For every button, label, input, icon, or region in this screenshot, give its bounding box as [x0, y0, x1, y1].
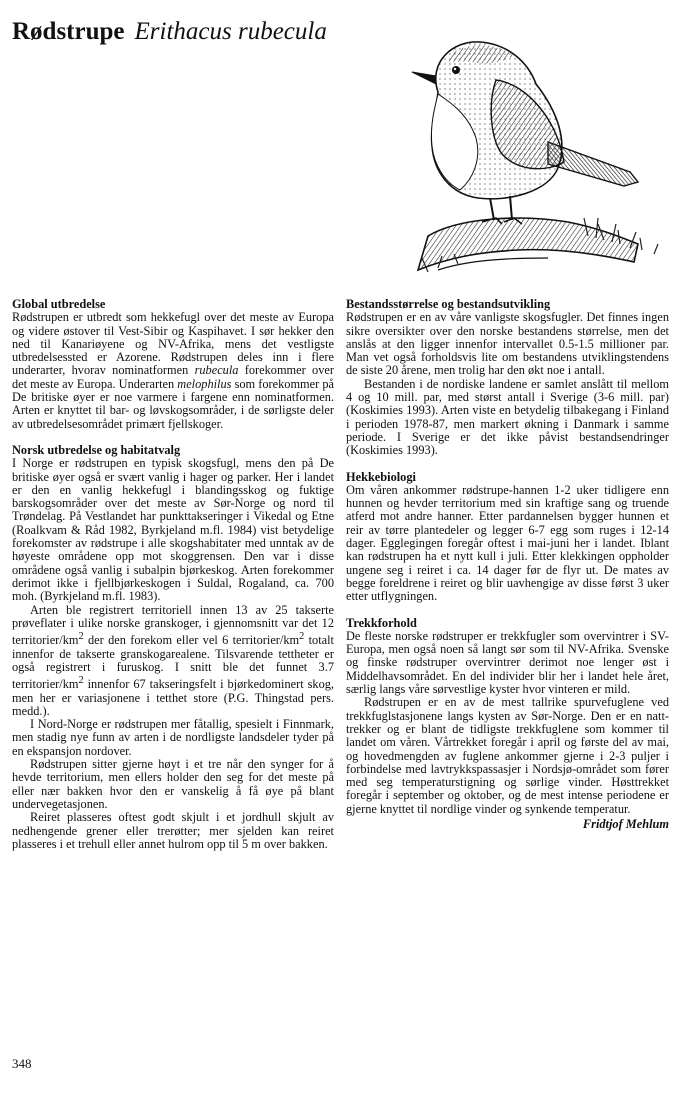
section-heading-hekke: Hekkebiologi — [346, 469, 416, 484]
left-column — [12, 298, 334, 851]
paragraph-norsk-5: Reiret plasseres oftest godt skjult i et jordhull skjult av nedhengende grener eller trerøtter; mer sjelden kan reiret plasseres i et trehull eller annet hulrom opp til 5 m over bakken. — [12, 810, 334, 851]
species-common-name: Rødstrupe — [12, 18, 125, 45]
paragraph-global: Rødstrupen er utbredt som hekkefugl over det meste av Europa og videre østover til Vest-Sibir og Kaspihavet. I sør hekker den ned til Kanariøyene og NV-Afrika, mens det vestligste utbredelsessted er Azorene. Rødstrupen deles inn i flere underarter, hvorav nominatformen rubecula forekommer over det meste av Europa. Underarten melophilus som forekommer på De britiske øyer er noe varmere i fargene enn nominatformen. Arten er knyttet til bar- og løvskogsområder, i de sørligste deler av utbredelsesområdet primært fjellskoger. — [12, 310, 335, 431]
paragraph-norsk-3: I Nord-Norge er rødstrupen mer fåtallig, spesielt i Finnmark, men stadig nye funn av arten i de nordligste landsdeler tyder på en ekspansjon nordover. — [12, 717, 334, 758]
right-column — [346, 298, 669, 831]
paragraph-bestand-1: Rødstrupen er en av våre vanligste skogsfugler. Det finnes ingen sikre oversikter over den norske bestandens størrelse, men det anslås at den ligger innenfor intervallet 0.5-1.5 millioner par. Man vet også forholdsvis lite om bestandens utviklingstendens de siste 20 årene, men trolig har den økt noe i antall. — [346, 310, 669, 378]
page-number: 348 — [12, 1056, 32, 1071]
page-title — [12, 16, 327, 48]
paragraph-bestand-2: Bestanden i de nordiske landene er samlet anslått til mellom 4 og 10 mill. par, med størst antall i Sverige (3-6 mill. par) (Koskimies 1993). Arten viste en betydelig tilbakegang i Finland i perioden 1978-87, men markert økning i Danmark i samme periode. I Sverige er det ikke påvist bestandsendringer (Koskimies 1993). — [346, 376, 669, 458]
section-heading-norsk: Norsk utbredelse og habitatvalg — [12, 442, 181, 457]
section-heading-global: Global utbredelse — [12, 297, 106, 311]
paragraph-trekk-1: De fleste norske rødstruper er trekkfugler som overvintrer i SV-Europa, men også noen så langt sør som til NV-Afrika. Svenske og finske rødstruper overvintrer derimot noe lenger øst i Middelhavsområdet. En del individer blir her i landet hele året, særlig langs våre sørvestlige kyster hvor vinteren er mild. — [346, 628, 669, 697]
species-latin-name: Erithacus rubecula — [134, 18, 327, 45]
section-heading-bestand: Bestandsstørrelse og bestandsutvikling — [346, 297, 551, 311]
paragraph-norsk-4: Rødstrupen sitter gjerne høyt i et tre når den synger for å hevde territorium, men ellers holder den seg for det meste på eller nær bakken hvor den er vanskelig å få øye på blant undervegetasjonen. — [12, 757, 334, 811]
robin-bird-illustration — [398, 22, 680, 284]
paragraph-norsk-2: Arten ble registrert territoriell innen 13 av 25 takserte prøveflater i ulike norske granskoger, i gjennomsnitt var det 12 territorier/$km^2$ der den forekom eller vel 6 territorier/$km^2$ totalt innenfor de takserte granskogarealene. Tilsvarende tettheter er også registrert i furuskog. I snitt ble det funnet 3.7 territorier/$km^2$ innenfor 67 takseringsfelt i bjørkedominert skog, men her er variasjonene i tetthet store (P.G. Thingstad pers. medd.). — [12, 602, 334, 718]
paragraph-hekke-1: Om våren ankommer rødstrupe-hannen 1-2 uker tidligere enn hunnen og hevder territorium med sin kraftige sang og truende atferd mot andre hanner. Etter pardannelsen bygger hunnen et reir av tørre plantedeler og legger 6-7 egg som ruges i 12-14 dager. Egglegingen foregår oftest i mai-juni her i landet. Iblant kan rødstrupen ha et nytt kull i juli. Etter klekkingen oppholder ungene seg i reiret i ca. 14 dager før de flyr ut. De mates av begge foreldrene i reiret og blir uavhengige av disse først 3 uker etter utflygningen. — [346, 482, 669, 604]
paragraph-trekk-2: Rødstrupen er en av de mest tallrike spurvefuglene ved trekkfuglstasjonene langs kysten av Sør-Norge. Den er en natt-trekker og er blant de tidligste trekkfuglene som kommer til landet om våren. Vårtrekket foregår i april og første del av mai, og hovedmengden av fuglene ankommer gjerne i 2-3 puljer i forbindelse med lavtrykkspassasjer i Nordsjø-området som fører med seg temperaturstigning og sørlige vinder. Høsttrekket foregår i september og oktober, og de mest intense periodene er gjerne knyttet til nordlige vinder og synkende temperatur. — [346, 695, 669, 816]
author-name: Fridtjof Mehlum — [582, 816, 669, 831]
section-heading-trekk: Trekkforhold — [346, 615, 417, 630]
paragraph-norsk-1: I Norge er rødstrupen en typisk skogsfugl, mens den på De britiske øyer også er svært vanlig i hager og parker. Her i landet er den en vanlig hekkefugl i blandingsskog og fuktige barskogsområder over det meste av Sør-Norge og nord til Trøndelag. På Vestlandet har punkttakseringer i Vikedal og Etne (Roalkvam & Råd 1982, Byrkjeland m.fl. 1984) vist betydelige forekomster av rødstrupe i alle skogshabitater med unntak av de høyeste områdene opp mot skoggrensen. Den var i disse områdene også vanlig i subalpin bjørkeskog. Arten forekommer derimot ikke i fjellbjørkeskogen i Suldal, Rogaland, ca. 700 moh. (Byrkjeland m.fl. 1983). — [12, 456, 334, 604]
